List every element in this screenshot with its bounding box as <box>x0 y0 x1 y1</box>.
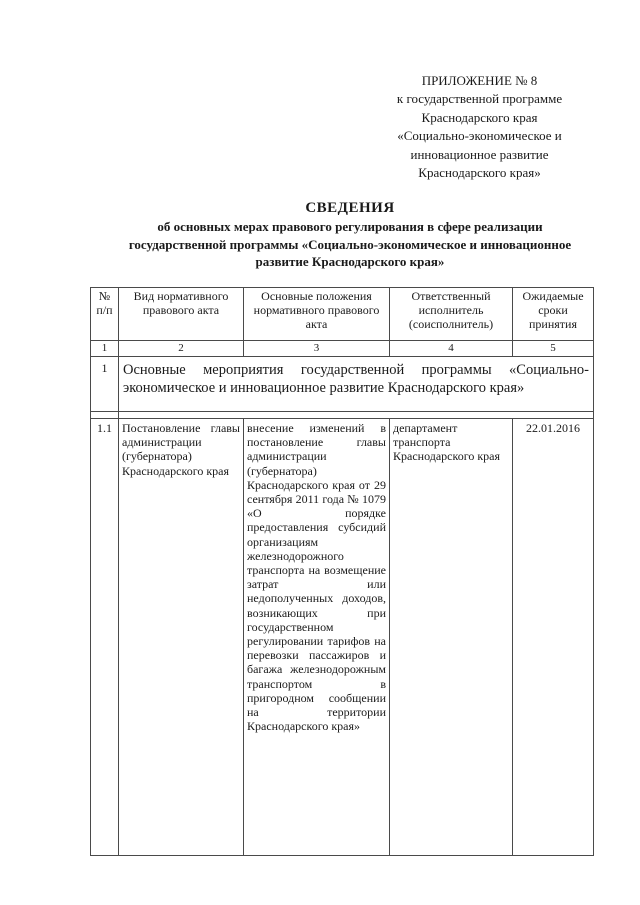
column-number-row <box>91 341 594 357</box>
column-number: 4 <box>390 341 513 357</box>
annex-line: «Социально-экономическое и <box>397 128 562 144</box>
section-number: 1 <box>91 357 119 412</box>
document-subtitle-line: развитие Краснодарского края» <box>255 254 445 269</box>
document-subtitle-line: об основных мерах правового регулирования в сфере реализации <box>157 219 543 234</box>
column-number: 5 <box>513 341 594 357</box>
row-executor: департамент транспорта Краснодарского края <box>390 419 513 856</box>
column-number: 2 <box>119 341 244 357</box>
annex-line: Краснодарского края» <box>418 165 541 181</box>
header-provisions: Основные положения нормативного правового акта <box>244 288 390 341</box>
table-header-row <box>91 288 594 341</box>
row-provisions: внесение изменений в постановление главы администрации (губернатора) Краснодарского края от 29 сентября 2011 года № 1079 «О порядке предоставления субсидий организациям железнодорожного транспорта на возмещение затрат или недополученных доходов, возникающих при государственном регулировании тарифов на перевозки пассажиров и багажа железнодорожным транспортом в пригородном сообщении на территории Краснодарского края» <box>244 419 390 856</box>
header-deadline: Ожидаемые сроки принятия <box>513 288 594 341</box>
annex-line: инновационное развитие <box>410 146 549 162</box>
section-title: Основные мероприятия государственной программы «Социально-экономическое и инновационное развитие Краснодарского края» <box>119 357 594 412</box>
spacer-cell <box>91 412 119 419</box>
annex-line: Краснодарского края <box>421 109 538 125</box>
section-row <box>91 357 594 412</box>
annex-title: ПРИЛОЖЕНИЕ № 8 <box>421 73 538 88</box>
document-title: СВЕДЕНИЯ <box>305 200 395 216</box>
measures-table <box>90 287 594 856</box>
table-row <box>91 419 594 856</box>
document-heading <box>86 199 614 271</box>
header-act-type: Вид нормативного правового акта <box>119 288 244 341</box>
spacer-row <box>91 412 594 419</box>
header-number: № п/п <box>91 288 119 341</box>
row-number: 1.1 <box>91 419 119 856</box>
row-act-type: Постановление главы администрации (губернатора) Краснодарского края <box>119 419 244 856</box>
document-subtitle-line: государственной программы «Социально-экономическое и инновационное <box>128 236 572 252</box>
row-deadline: 22.01.2016 <box>513 419 594 856</box>
column-number: 1 <box>91 341 119 357</box>
header-executor: Ответственный исполнитель (соисполнитель) <box>390 288 513 341</box>
annex-line: к государственной программе <box>396 91 563 107</box>
annex-block <box>372 72 587 182</box>
spacer-cell <box>119 412 594 419</box>
column-number: 3 <box>244 341 390 357</box>
